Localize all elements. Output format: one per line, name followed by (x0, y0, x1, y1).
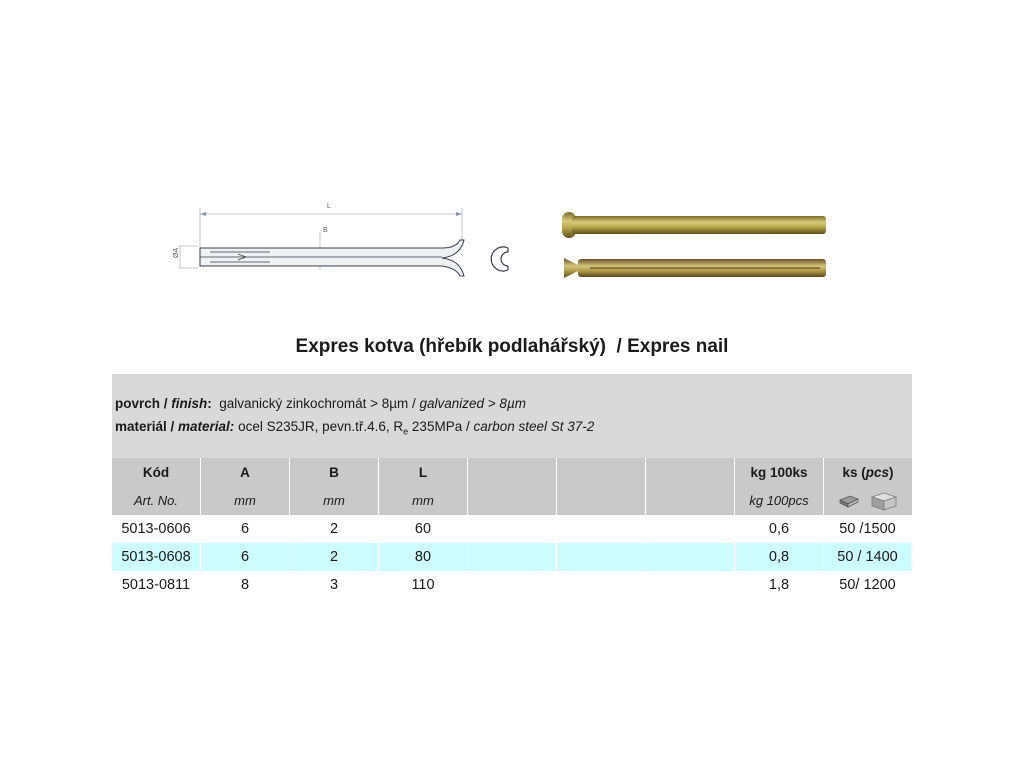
header-b: B (290, 458, 379, 486)
cell-b: 2 (290, 543, 379, 571)
cell-empty-1 (468, 515, 557, 543)
header-pcs (824, 458, 912, 486)
table-row (112, 543, 912, 571)
header-a: A (201, 458, 290, 486)
cell-pcs: 50/ 1200 (824, 571, 912, 599)
cell-weight: 1,8 (735, 571, 824, 599)
finish-value-en: galvanized > 8µm (419, 396, 526, 411)
finish-value-cz: galvanický zinkochromát > 8µm / (211, 396, 420, 411)
diameter-label: ØA (173, 247, 180, 258)
finish-label-en: finish (171, 396, 208, 411)
cell-pcs: 50 / 1400 (824, 543, 912, 571)
cell-a: 8 (201, 571, 290, 599)
cell-empty-2 (557, 515, 646, 543)
subheader-empty-3 (646, 486, 735, 515)
header-pcs-close: ) (889, 464, 894, 480)
material-value-rest: 235MPa / (408, 419, 474, 434)
cell-empty-3 (646, 515, 735, 543)
finish-label-cz: povrch / (115, 396, 172, 411)
cell-empty-3 (646, 543, 735, 571)
large-box-icon (870, 491, 898, 511)
subheader-pack-icons (824, 486, 912, 515)
material-value-en: carbon steel St 37-2 (473, 419, 595, 434)
cell-l: 80 (379, 543, 468, 571)
cell-a: 6 (201, 543, 290, 571)
nail-bottom (564, 258, 826, 278)
header-l: L (379, 458, 468, 486)
cell-pcs: 50 /1500 (824, 515, 912, 543)
cell-empty-1 (468, 571, 557, 599)
header-row (112, 458, 912, 486)
header-pcs-text: ks ( (842, 464, 866, 480)
cell-empty-3 (646, 571, 735, 599)
cell-weight: 0,6 (735, 515, 824, 543)
page-title: Expres kotva (hřebík podlahářský) / Expres nail (295, 336, 729, 357)
finish-line (115, 396, 526, 411)
spec-panel (112, 374, 912, 458)
material-label-en: material: (178, 419, 235, 434)
header-empty-3 (646, 458, 735, 486)
cell-l: 110 (379, 571, 468, 599)
b-label: B (323, 227, 328, 234)
subheader-row (112, 486, 912, 515)
material-value-cz: ocel S235JR, pevn.tř.4.6, R (234, 419, 404, 434)
subheader-empty-2 (557, 486, 646, 515)
cell-empty-2 (557, 571, 646, 599)
product-photo (550, 196, 835, 296)
subheader-b-unit: mm (290, 486, 379, 515)
cell-empty-1 (468, 543, 557, 571)
cell-b: 2 (290, 515, 379, 543)
cell-empty-2 (557, 543, 646, 571)
cell-code: 5013-0811 (112, 571, 201, 599)
technical-drawing (160, 196, 532, 296)
cell-code: 5013-0608 (112, 543, 201, 571)
finish-colon: : (207, 396, 212, 411)
material-sub: e (403, 426, 409, 437)
small-box-icon (838, 494, 860, 508)
nail-top (562, 212, 826, 238)
cell-weight: 0,8 (735, 543, 824, 571)
header-empty-1 (468, 458, 557, 486)
length-label: L (327, 203, 331, 210)
cell-b: 3 (290, 571, 379, 599)
subheader-a-unit: mm (201, 486, 290, 515)
header-empty-2 (557, 458, 646, 486)
table-row (112, 571, 912, 599)
material-label-cz: materiál / (115, 419, 179, 434)
product-table (112, 458, 912, 599)
header-code: Kód (112, 458, 201, 486)
header-weight: kg 100ks (735, 458, 824, 486)
subheader-empty-1 (468, 486, 557, 515)
header-pcs-italic: pcs (865, 464, 890, 480)
subheader-art-no: Art. No. (112, 486, 201, 515)
table-row (112, 515, 912, 543)
cell-a: 6 (201, 515, 290, 543)
cell-code: 5013-0606 (112, 515, 201, 543)
material-line (115, 419, 594, 437)
subheader-weight-unit: kg 100pcs (735, 486, 824, 515)
cell-l: 60 (379, 515, 468, 543)
subheader-l-unit: mm (379, 486, 468, 515)
